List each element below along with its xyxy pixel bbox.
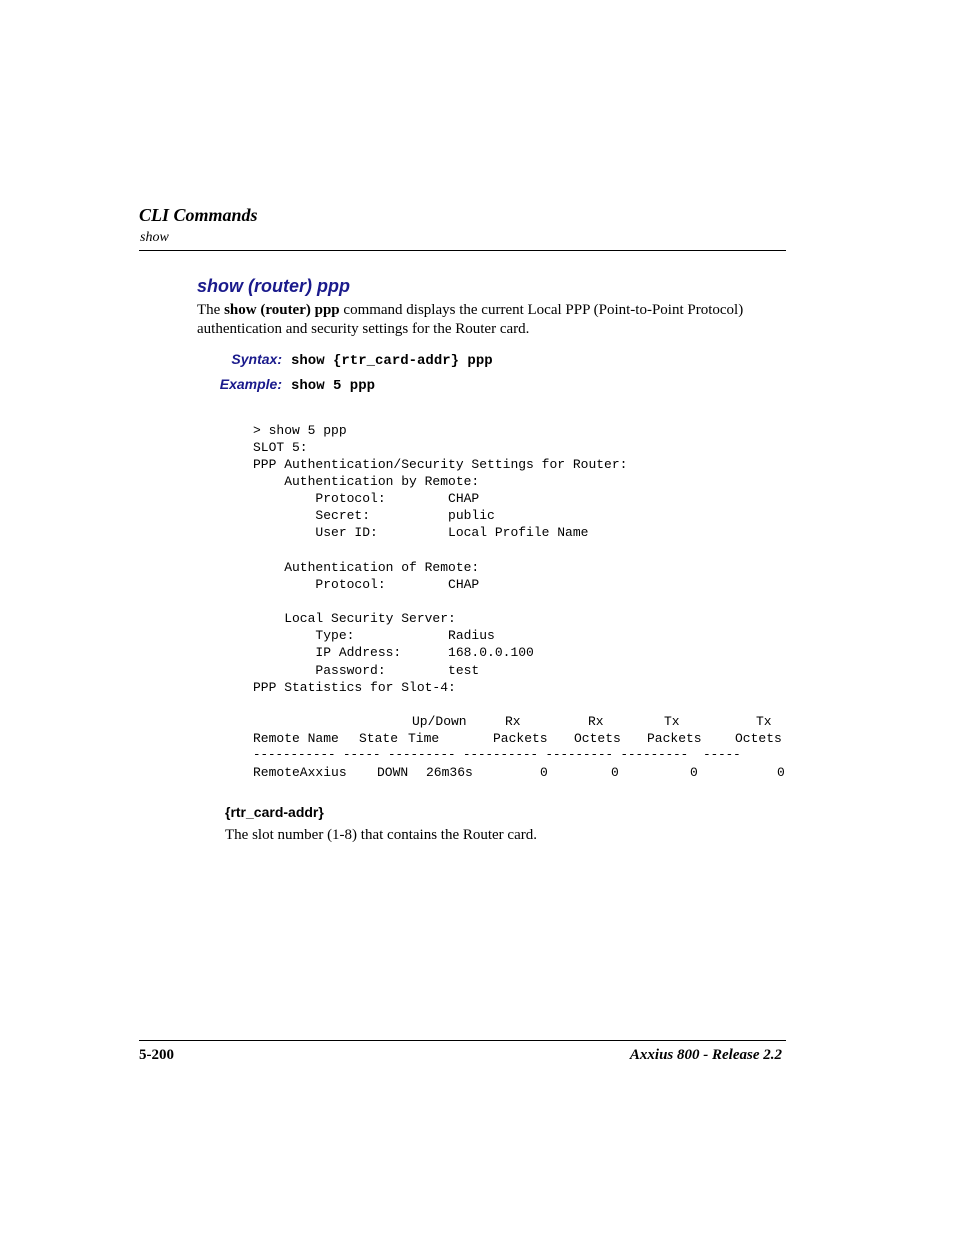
stats-cell-state: DOWN <box>377 765 409 780</box>
stats-header-rx-octets: Octets <box>574 731 621 746</box>
stats-header-remote-name: Remote Name <box>253 731 339 746</box>
stats-header-rx: Rx <box>588 714 604 729</box>
output-line: Authentication by Remote: <box>253 474 480 489</box>
output-line: Authentication of Remote: <box>253 560 480 575</box>
stats-header-tx-octets: Octets <box>735 731 782 746</box>
stats-header-state: State <box>359 731 399 746</box>
stats-header-rx: Rx <box>505 714 521 729</box>
output-line: Password: test <box>253 663 480 678</box>
output-line: PPP Statistics for Slot-4: <box>253 680 456 695</box>
parameter-description: The slot number (1-8) that contains the Router card. <box>225 827 537 843</box>
output-line: Protocol: CHAP <box>253 577 480 592</box>
product-release: Axxius 800 - Release 2.2 <box>629 1047 782 1063</box>
intro-text-post: command displays the current Local PPP (Point-to-Point Protocol) authentication and security settings for the Router card. <box>197 302 744 337</box>
stats-cell-time: 26m36s <box>426 765 473 780</box>
output-line: Type: Radius <box>253 628 495 643</box>
stats-cell-rx-packets: 0 <box>540 765 548 780</box>
output-line: IP Address: 168.0.0.100 <box>253 645 534 660</box>
parameter-name: {rtr_card-addr} <box>225 804 324 820</box>
footer-divider <box>139 1040 786 1041</box>
syntax-row <box>190 350 493 370</box>
page-number: 5-200 <box>139 1047 174 1063</box>
header-divider <box>139 250 786 251</box>
output-line: Protocol: CHAP <box>253 491 480 506</box>
example-command: show 5 ppp <box>291 378 376 394</box>
stats-divider: ----------- ----- --------- ---------- --------- --------- ----- <box>253 748 741 762</box>
chapter-subtitle: show <box>140 230 169 245</box>
example-label: Example: <box>219 376 282 392</box>
stats-header-tx: Tx <box>664 714 680 729</box>
syntax-label: Syntax: <box>231 351 282 367</box>
output-line: User ID: Local Profile Name <box>253 525 589 540</box>
stats-header-updown: Up/Down <box>412 714 467 729</box>
stats-header-tx-packets: Packets <box>647 731 702 746</box>
stats-cell-tx-octets: 0 <box>777 765 785 780</box>
stats-header-time: Time <box>408 731 440 746</box>
stats-cell-rx-octets: 0 <box>611 765 619 780</box>
output-line: PPP Authentication/Security Settings for Router: <box>253 457 628 472</box>
output-line: > show 5 ppp <box>253 423 347 438</box>
output-line: Local Security Server: <box>253 611 456 626</box>
example-row <box>190 375 375 395</box>
stats-header-rx-packets: Packets <box>493 731 548 746</box>
output-line: Secret: public <box>253 508 495 523</box>
stats-header-tx: Tx <box>756 714 772 729</box>
syntax-command: show {rtr_card-addr} ppp <box>291 353 493 369</box>
section-heading: show (router) ppp <box>197 276 350 296</box>
intro-command-name: show (router) ppp <box>224 302 340 318</box>
output-line: SLOT 5: <box>253 440 308 455</box>
intro-text-pre: The <box>197 302 225 318</box>
stats-cell-remote-name: RemoteAxxius <box>253 765 347 780</box>
stats-cell-tx-packets: 0 <box>690 765 698 780</box>
intro-paragraph <box>197 301 797 339</box>
chapter-title: CLI Commands <box>139 205 258 225</box>
